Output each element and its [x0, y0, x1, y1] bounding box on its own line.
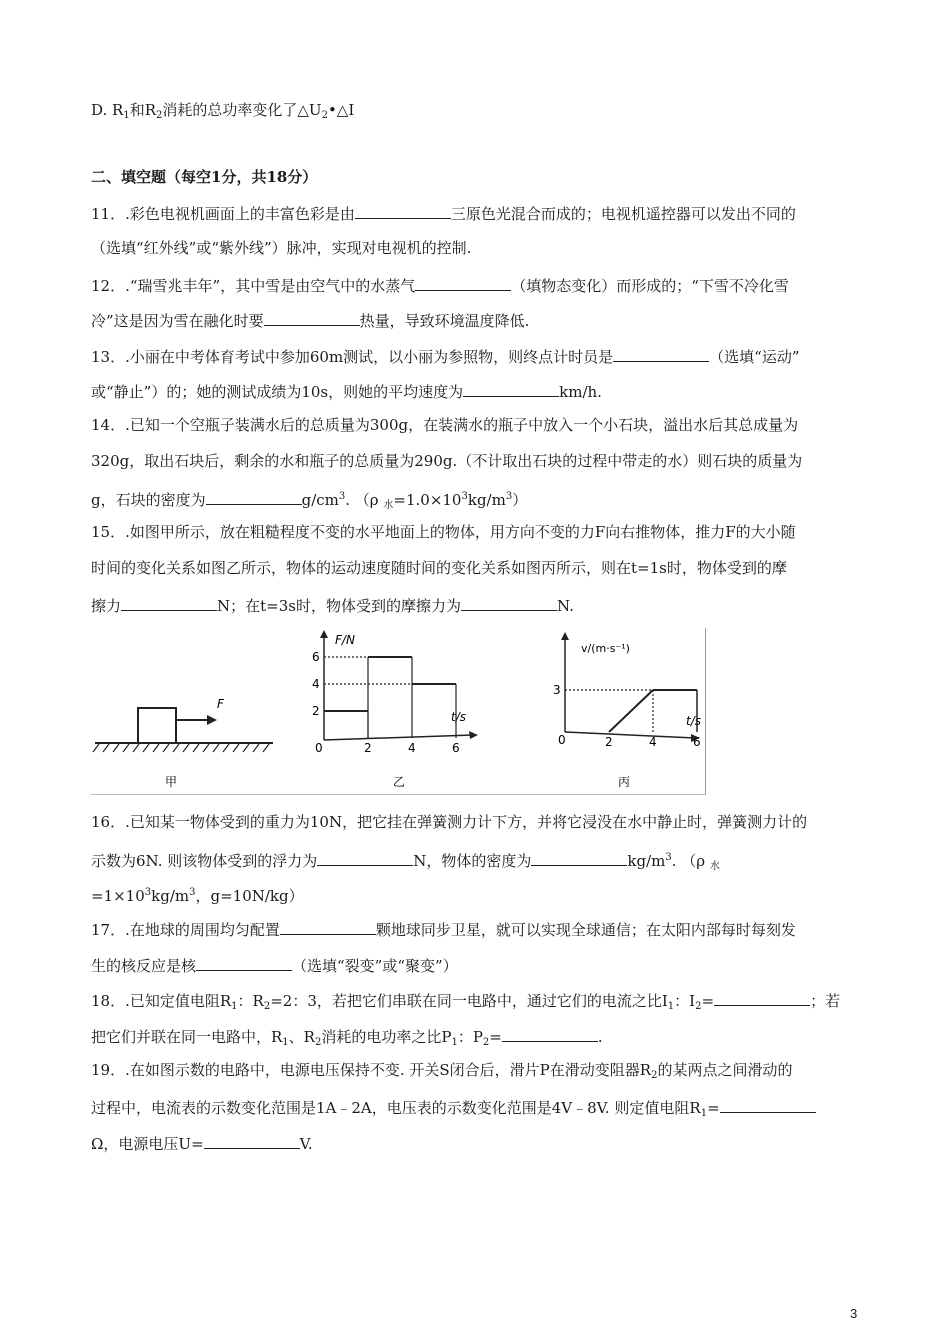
answer-blank[interactable] — [206, 488, 302, 505]
text: . — [597, 1028, 603, 1046]
figure-yi — [312, 630, 478, 789]
q19-line1 — [91, 1060, 792, 1086]
answer-blank[interactable] — [121, 594, 217, 611]
sub: 1 — [123, 110, 130, 121]
answer-blank[interactable] — [461, 594, 557, 611]
page-number: 3 — [850, 1306, 858, 1321]
answer-blank[interactable] — [280, 918, 376, 935]
text: = — [701, 992, 715, 1010]
q11-line1 — [91, 202, 796, 224]
xtick-label: 2 — [605, 735, 613, 749]
q12-line1 — [91, 274, 789, 296]
text: （选填“红外线”或“紫外线”）脉冲，实现对电视机的控制. — [91, 239, 472, 257]
q11-line2 — [91, 238, 471, 258]
sub: 水 — [709, 861, 720, 872]
text: 320g，取出石块后，剩余的水和瓶子的总质量为290g.（不计取出石块的过程中带走的水）则石块的质量为 — [91, 452, 803, 470]
origin-label: 0 — [558, 733, 566, 747]
arrow-head — [469, 731, 478, 739]
text: km/h. — [559, 383, 602, 401]
answer-blank[interactable] — [720, 1096, 816, 1113]
text: ：I — [674, 992, 696, 1010]
text: 把它们并联在同一电路中，R — [91, 1028, 283, 1046]
text: 18．.已知定值电阻R — [91, 992, 232, 1010]
text: 冷”这是因为雪在融化时要 — [91, 312, 264, 330]
axis-x — [324, 735, 473, 740]
arrow-head — [561, 632, 569, 640]
option-d-mid: 和R — [129, 101, 156, 119]
caption-bing: 丙 — [618, 775, 631, 789]
force-label: F — [217, 697, 224, 711]
text: 16．.已知某一物体受到的重力为10N，把它挂在弹簧测力计下方，并将它浸没在水中静止时，弹簧测力计的 — [91, 813, 808, 831]
answer-blank[interactable] — [415, 274, 511, 291]
sub: 1 — [667, 1001, 675, 1012]
sub: 2 — [156, 110, 163, 121]
option-d-prefix: D. R — [91, 101, 124, 119]
text: g，石块的密度为 — [91, 491, 206, 509]
text: 19．.在如图示数的电路中，电源电压保持不变. 开关S闭合后，滑片P在滑动变阻器R — [91, 1061, 652, 1079]
sub: 2 — [314, 1037, 322, 1048]
q15-line2 — [91, 558, 787, 578]
text: 擦力 — [91, 597, 122, 615]
sup: 3 — [665, 852, 672, 863]
q15-line1 — [91, 522, 796, 542]
text: = — [489, 1028, 502, 1046]
text: N，物体的密度为 — [413, 852, 532, 870]
text: g/cm — [301, 491, 339, 509]
text: 15．.如图甲所示，放在粗糙程度不变的水平地面上的物体，用方向不变的力F向右推物体，推力F的大小随 — [91, 523, 796, 541]
text: 三原色光混合而成的；电视机遥控器可以发出不同的 — [450, 205, 796, 223]
q16-line3 — [91, 883, 304, 906]
sub: 2 — [695, 1001, 702, 1012]
text: 消耗的电功率之比P — [321, 1028, 452, 1046]
text: =2：3，若把它们串联在同一电路中，通过它们的电流之比I — [270, 992, 668, 1010]
option-d-suffix: •△I — [327, 101, 355, 119]
text: kg/m — [151, 887, 190, 905]
xtick-label: 6 — [693, 735, 701, 749]
text: N；在t=3s时，物体受到的摩擦力为 — [217, 597, 461, 615]
text: V. — [299, 1135, 313, 1153]
text: kg/m — [627, 852, 666, 870]
sup: 3 — [461, 491, 468, 502]
xlabel: t/s — [451, 710, 466, 724]
ytick-label: 2 — [312, 704, 320, 718]
sup: 3 — [505, 491, 513, 502]
answer-blank[interactable] — [317, 849, 413, 866]
text: 13．.小丽在中考体育考试中参加60m测试，以小丽为参照物，则终点计时员是 — [91, 348, 614, 366]
ylabel: v/(m·s⁻¹) — [581, 642, 630, 655]
q12-line2 — [91, 309, 529, 331]
ytick-label: 4 — [312, 677, 320, 691]
block — [138, 708, 176, 743]
section-heading: 二、填空题（每空1分，共18分） — [91, 168, 318, 186]
text: 11．.彩色电视机画面上的丰富色彩是由 — [91, 205, 355, 223]
text: ） — [512, 491, 528, 509]
q16-line2 — [91, 848, 720, 877]
sub: 1 — [282, 1037, 289, 1048]
ground-hatch — [93, 744, 269, 752]
text: . （ρ — [671, 852, 710, 870]
text: 14．.已知一个空瓶子装满水后的总质量为300g，在装满水的瓶子中放入一个小石块，溢出水后其总成量为 — [91, 416, 799, 434]
sub: 2 — [321, 110, 328, 121]
sub: 2 — [482, 1037, 490, 1048]
figure-jia — [93, 697, 273, 789]
answer-blank[interactable] — [613, 345, 709, 362]
caption-jia: 甲 — [165, 775, 178, 789]
q16-line1 — [91, 812, 807, 832]
text: 17．.在地球的周围均匀配置 — [91, 921, 280, 939]
option-d — [91, 100, 354, 126]
sup: 3 — [189, 887, 196, 898]
ytick-label: 3 — [553, 683, 561, 697]
text: 时间的变化关系如图乙所示，物体的运动速度随时间的变化关系如图丙所示，则在t=1s时，物体受到的摩 — [91, 559, 787, 577]
sub: 2 — [651, 1070, 658, 1081]
answer-blank[interactable] — [196, 954, 292, 971]
text: N. — [556, 597, 574, 615]
answer-blank[interactable] — [531, 849, 627, 866]
sup: 3 — [144, 887, 152, 898]
answer-blank[interactable] — [502, 1025, 598, 1042]
text: =1.0×10 — [393, 491, 462, 509]
xlabel: t/s — [686, 714, 701, 728]
text: 示数为6N. 则该物体受到的浮力为 — [91, 852, 318, 870]
q13-line2 — [91, 380, 602, 402]
answer-blank[interactable] — [714, 989, 810, 1006]
arrow-head — [207, 715, 217, 725]
q17-line2 — [91, 954, 458, 976]
xtick-label: 6 — [452, 741, 460, 755]
origin-label: 0 — [315, 741, 323, 755]
text: 颗地球同步卫星，就可以实现全球通信；在太阳内部每时每刻发 — [375, 921, 796, 939]
text: 的某两点之间滑动的 — [657, 1061, 793, 1079]
answer-blank[interactable] — [264, 309, 360, 326]
q18-line1 — [91, 989, 840, 1017]
ytick-label: 6 — [312, 650, 320, 664]
text: 、R — [288, 1028, 315, 1046]
answer-blank[interactable] — [204, 1132, 300, 1149]
text: 生的核反应是核 — [91, 957, 197, 975]
ylabel: F/N — [335, 633, 355, 647]
text: = — [707, 1099, 720, 1117]
q17-line1 — [91, 918, 796, 940]
q14-line1 — [91, 415, 798, 435]
text: Ω，电源电压U= — [91, 1135, 204, 1153]
text: . （ρ — [345, 491, 384, 509]
q19-line3 — [91, 1132, 313, 1154]
v-segment — [609, 690, 653, 732]
answer-blank[interactable] — [463, 380, 559, 397]
sub: 2 — [263, 1001, 271, 1012]
figure-bing — [553, 632, 701, 789]
text: （选填“裂变”或“聚变”） — [292, 957, 458, 975]
xtick-label: 2 — [364, 741, 372, 755]
q18-line2 — [91, 1025, 603, 1053]
answer-blank[interactable] — [355, 202, 451, 219]
sub: 1 — [451, 1037, 458, 1048]
text: ，g=10N/kg） — [195, 887, 304, 905]
text: 热量，导致环境温度降低. — [359, 312, 530, 330]
sub: 1 — [700, 1108, 708, 1119]
q15-line3 — [91, 594, 574, 616]
q14-line3 — [91, 487, 527, 516]
text: ：R — [237, 992, 264, 1010]
caption-yi: 乙 — [393, 775, 406, 789]
axis-x — [565, 732, 695, 738]
q14-line2 — [91, 451, 802, 471]
q19-line2 — [91, 1096, 816, 1124]
option-d-mid2: 消耗的总功率变化了△U — [162, 101, 322, 119]
text: =1×10 — [91, 887, 145, 905]
text: 12．.“瑞雪兆丰年”，其中雪是由空气中的水蒸气 — [91, 277, 416, 295]
text: （填物态变化）而形成的；“下雪不冷化雪 — [511, 277, 789, 295]
sub: 1 — [231, 1001, 238, 1012]
figure-svg — [91, 628, 705, 794]
sub: 水 — [383, 500, 394, 511]
text: kg/m — [467, 491, 506, 509]
text: ；若 — [810, 992, 841, 1010]
arrow-head — [320, 630, 328, 638]
text: 或“静止”）的；她的测试成绩为10s，则她的平均速度为 — [91, 383, 464, 401]
sup: 3 — [338, 491, 346, 502]
xtick-label: 4 — [408, 741, 416, 755]
text: （选填“运动” — [709, 348, 800, 366]
text: 过程中，电流表的示数变化范围是1A﹣2A，电压表的示数变化范围是4V﹣8V. 则定值电阻R — [91, 1099, 701, 1117]
xtick-label: 4 — [649, 735, 657, 749]
q13-line1 — [91, 345, 800, 367]
text: ：P — [457, 1028, 483, 1046]
